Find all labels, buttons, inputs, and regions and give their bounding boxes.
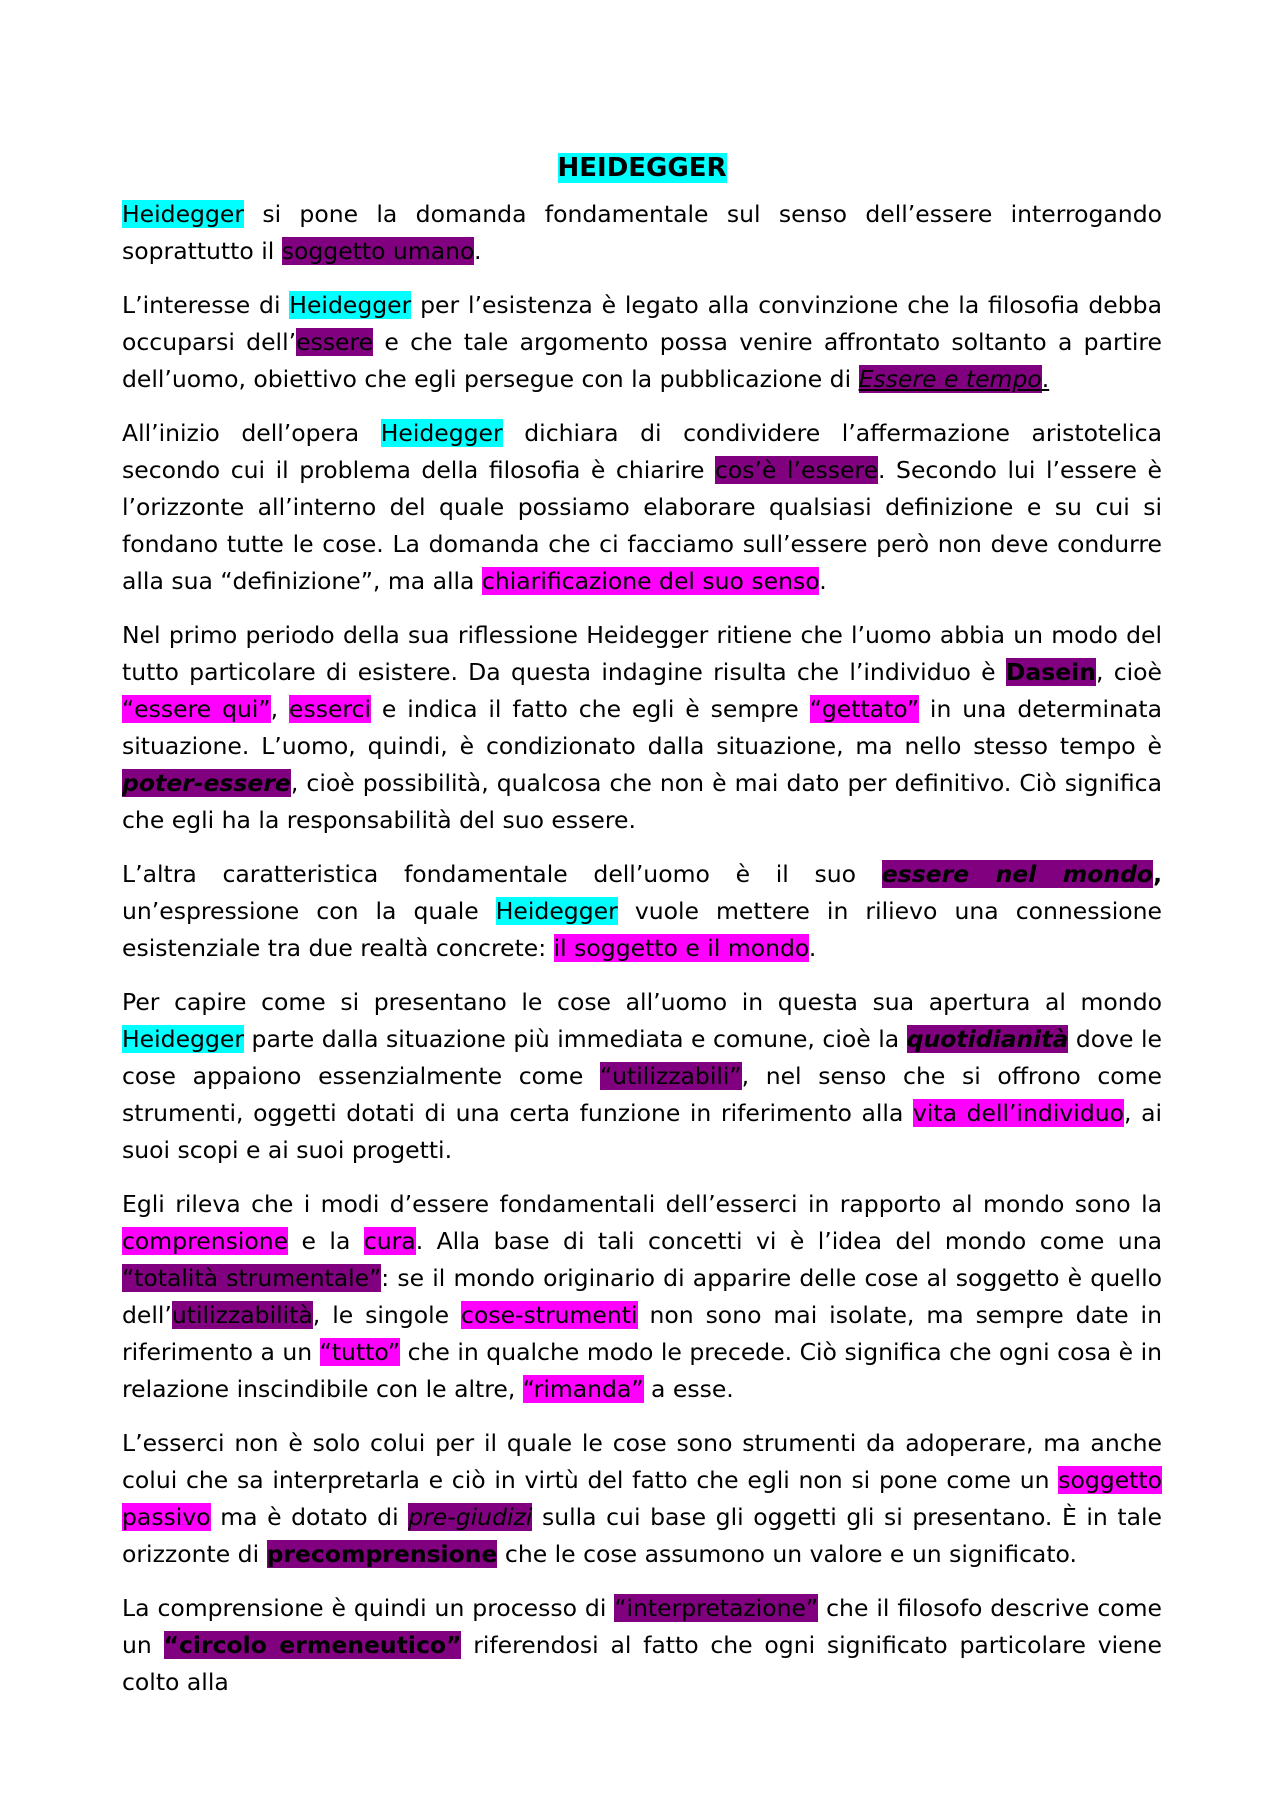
document-body bbox=[122, 196, 1162, 1701]
text-run: L’esserci non è solo colui per il quale le cose sono strumenti da adoperare, ma anche colui che sa interpretarla e ciò in virtù del fatto che egli non si pone come un bbox=[122, 1429, 1162, 1494]
text-run: un’espressione con la quale bbox=[122, 897, 496, 925]
text-run: Egli rileva che i modi d’essere fondamentali dell’esserci in rapporto al mondo sono la bbox=[122, 1190, 1162, 1218]
highlighted-term: il soggetto e il mondo bbox=[553, 934, 809, 962]
text-run: , cioè possibilità, qualcosa che non è mai dato per definitivo. Ciò significa che egli ha la responsabilità del suo essere. bbox=[122, 769, 1162, 834]
text-run: , bbox=[270, 695, 289, 723]
text-run: All’inizio dell’opera bbox=[122, 419, 381, 447]
text-run: L’interesse di bbox=[122, 291, 290, 319]
highlighted-term: Heidegger bbox=[380, 419, 503, 447]
document-title-text: HEIDEGGER bbox=[557, 153, 727, 183]
text-run: che in qualche modo le precede. Ciò significa che ogni cosa è in relazione inscindibile con le altre, bbox=[122, 1338, 1163, 1403]
text-run: La comprensione è quindi un processo di bbox=[122, 1594, 615, 1622]
text-run: a esse. bbox=[643, 1375, 734, 1403]
paragraph bbox=[122, 287, 1162, 398]
text-run: , le singole bbox=[312, 1301, 462, 1329]
text-run: parte dalla situazione più immediata e comune, cioè la bbox=[244, 1025, 907, 1053]
document-page bbox=[122, 148, 1162, 1718]
highlighted-term: quotidianità bbox=[906, 1025, 1069, 1053]
text-run: dove le cose appaiono essenzialmente come bbox=[122, 1025, 1163, 1090]
highlighted-term: “utilizzabili” bbox=[599, 1062, 742, 1090]
text-run: . bbox=[1041, 365, 1050, 393]
text-run: riferendosi al fatto che ogni significato particolare viene colto alla bbox=[122, 1631, 1162, 1696]
text-run: Nel primo periodo della sua riflessione Heidegger ritiene che l’uomo abbia un modo del tutto particolare di esistere. Da questa indagine risulta che l’individuo è bbox=[122, 621, 1162, 686]
highlighted-term: esserci bbox=[289, 695, 371, 723]
paragraph bbox=[122, 617, 1162, 839]
highlighted-term: Heidegger bbox=[495, 897, 618, 925]
text-run: vuole mettere in rilievo una connessione esistenziale tra due realtà concrete: bbox=[122, 897, 1162, 962]
text-run: si pone la domanda fondamentale sul senso dell’essere interrogando soprattutto il bbox=[122, 200, 1162, 265]
highlighted-term: Heidegger bbox=[122, 1025, 244, 1053]
paragraph bbox=[122, 415, 1162, 600]
text-run: . bbox=[473, 237, 482, 265]
paragraph bbox=[122, 1186, 1162, 1408]
text-run: che le cose assumono un valore e un significato. bbox=[497, 1540, 1077, 1568]
highlighted-term: essere nel mondo bbox=[881, 860, 1154, 888]
text-run: per l’esistenza è legato alla convinzione che la filosofia debba occuparsi dell’ bbox=[122, 291, 1162, 356]
text-run: , bbox=[1153, 860, 1162, 888]
highlighted-term: cos’è l’essere bbox=[715, 456, 879, 484]
text-run: , ai suoi scopi e ai suoi progetti. bbox=[122, 1099, 1163, 1164]
highlighted-term: precomprensione bbox=[266, 1540, 498, 1568]
text-run: . bbox=[808, 934, 817, 962]
text-run: dichiara di condividere l’affermazione aristotelica secondo cui il problema della filosofia è chiarire bbox=[122, 419, 1162, 484]
document-title bbox=[122, 148, 1162, 188]
highlighted-term: “essere qui” bbox=[122, 695, 271, 723]
paragraph bbox=[122, 1590, 1162, 1701]
text-run: . Alla base di tali concetti vi è l’idea del mondo come una bbox=[415, 1227, 1162, 1255]
text-run: , cioè bbox=[1095, 658, 1162, 686]
paragraph bbox=[122, 984, 1162, 1169]
text-run: . bbox=[819, 567, 827, 595]
text-run: : se il mondo originario di apparire delle cose al soggetto è quello dell’ bbox=[122, 1264, 1162, 1329]
text-run: . Secondo lui l’essere è l’orizzonte all’interno del quale possiamo elaborare qualsiasi definizione e su cui si fondano tutte le cose. La domanda che ci facciamo sull’essere però non deve condurre alla sua “definizione”, ma alla bbox=[122, 456, 1162, 595]
text-run: in una determinata situazione. L’uomo, quindi, è condizionato dalla situazione, ma nello stesso tempo è bbox=[122, 695, 1162, 760]
highlighted-term: cose-strumenti bbox=[461, 1301, 638, 1329]
text-run: L’altra caratteristica fondamentale dell’uomo è il suo bbox=[122, 860, 882, 888]
text-run: sulla cui base gli oggetti gli si presentano. È in tale orizzonte di bbox=[122, 1503, 1162, 1568]
highlighted-term: “tutto” bbox=[319, 1338, 401, 1366]
text-run: ma è dotato di bbox=[210, 1503, 409, 1531]
highlighted-term: cura bbox=[363, 1227, 416, 1255]
text-run: e che tale argomento possa venire affrontato soltanto a partire dell’uomo, obiettivo che egli persegue con la pubblicazione di bbox=[122, 328, 1162, 393]
highlighted-term: pre-giudizi bbox=[408, 1503, 533, 1531]
highlighted-term: utilizzabilità bbox=[171, 1301, 313, 1329]
highlighted-term: Heidegger bbox=[289, 291, 412, 319]
text-run: , nel senso che si offrono come strumenti, oggetti dotati di una certa funzione in riferimento alla bbox=[122, 1062, 1162, 1127]
text-run: e la bbox=[288, 1227, 364, 1255]
paragraph bbox=[122, 196, 1162, 270]
highlighted-term: Dasein bbox=[1005, 658, 1096, 686]
text-run: non sono mai isolate, ma sempre date in riferimento a un bbox=[122, 1301, 1162, 1366]
highlighted-term: “totalità strumentale” bbox=[122, 1264, 382, 1292]
highlighted-term: “rimanda” bbox=[522, 1375, 644, 1403]
highlighted-term: “gettato” bbox=[809, 695, 919, 723]
highlighted-term: “circolo ermeneutico” bbox=[163, 1631, 462, 1659]
highlighted-term: soggetto passivo bbox=[122, 1466, 1162, 1531]
highlighted-term: comprensione bbox=[122, 1227, 289, 1255]
highlighted-term: Essere e tempo bbox=[858, 365, 1042, 393]
paragraph bbox=[122, 856, 1162, 967]
highlighted-term: Heidegger bbox=[122, 200, 244, 228]
highlighted-term: essere bbox=[296, 328, 374, 356]
highlighted-term: soggetto umano bbox=[281, 237, 474, 265]
highlighted-term: poter-essere bbox=[122, 769, 291, 797]
highlighted-term: vita dell’individuo bbox=[912, 1099, 1125, 1127]
text-run: che il filosofo descrive come un bbox=[122, 1594, 1162, 1659]
highlighted-term: “interpretazione” bbox=[614, 1594, 819, 1622]
text-run: Per capire come si presentano le cose all’uomo in questa sua apertura al mondo bbox=[122, 988, 1162, 1016]
paragraph bbox=[122, 1425, 1162, 1573]
highlighted-term: chiarificazione del suo senso bbox=[481, 567, 820, 595]
text-run: e indica il fatto che egli è sempre bbox=[371, 695, 810, 723]
